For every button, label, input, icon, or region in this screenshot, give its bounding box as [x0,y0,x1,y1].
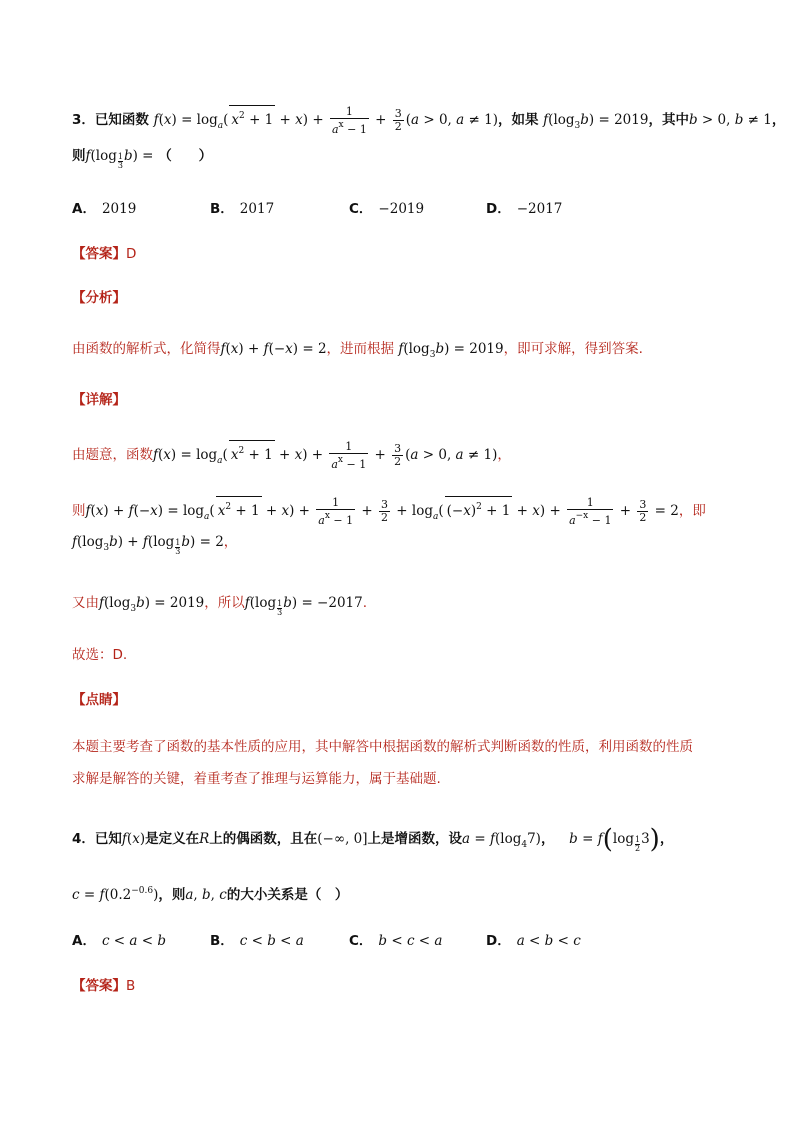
q3-analysis-tag: 【分析】 [72,290,126,306]
q3-detail-line4: 又由$f(\log_3b) = 2019$，所以f(log $\frac{1}{3}$ b) = −2017. [72,595,368,617]
q3-detail-line2: 则$f(x) + f(-x) = \log_a$( $x^2 + 1 + x$) + $\frac{1}{a^x - 1}$ + $\frac{3}{2}$ + $\log_a$( $(-x)^2 + 1 + x$) + $\frac{1}{a^{-x} - 1}$ + $\frac{3}{2}$ = 2，即 [72,495,706,527]
q3-comment-line1: 本题主要考查了函数的基本性质的应用，其中解答中根据函数的解析式判断函数的性质，利用函数的性质 [72,739,693,755]
q3-detail-line3: $f(\log_3b) + f(\log$ $\frac{1}{3}$ b) = 2， [72,534,238,556]
q3-stem-line1: 3．已知函数 $f(x) = \log_a$( $x^2 + 1 + x$) + $\frac{1}{a^x - 1}$ + $\frac{3}{2}$ (a > 0, a ≠ 1)，如果 $f(\log_3b) = 2019$，其中b > 0, b ≠ 1， [72,104,786,136]
q3-option-d[interactable]: D． −2017 [486,201,563,217]
q3-option-b[interactable]: B． 2017 [210,201,275,217]
q3-function-formula: f [153,112,159,128]
q4-option-c[interactable]: C． b < c < a [349,933,443,949]
q3-ask-expression: f(log $\frac{1}{3}$ b) = [85,148,154,170]
q4-answer-value: B [126,978,136,994]
q3-answer-value: D [126,246,137,262]
q3-answer-tag: 【答案】 [72,246,126,262]
q4-option-d[interactable]: D． a < b < c [486,933,581,949]
q3-option-c[interactable]: C． −2019 [349,201,425,217]
q4-option-a[interactable]: A． c < a < b [72,933,166,949]
q3-ask-prefix: 则 [72,148,86,164]
q4-stem-line2: $c = f(0.2^{-0.6})$，则a, b, c的大小关系是（ ） [72,886,349,903]
q4-answer-row [72,976,135,996]
q4-option-b[interactable]: B． c < b < a [210,933,304,949]
q3-stem-line2 [72,146,212,170]
q3-option-a[interactable]: A． 2019 [72,201,137,217]
q3-analysis-text: 由函数的解析式，化简得f(x) + f(−x) = 2，进而根据 $f(\log_3b) = 2019$，即可求解，得到答案. [72,341,643,360]
q4-answer-tag: 【答案】 [72,978,126,994]
q3-detail-tag: 【详解】 [72,392,126,408]
q4-number: 4． [72,831,95,847]
q3-paren: （ ） [158,148,213,164]
q3-condition: $f(\log_3b) = 2019$ [543,112,649,131]
q3-stem-if: ，如果 [497,112,539,128]
q4-stem-line1: 4．已知f(x)是定义在R上的偶函数，且在(−∞, 0]上是增函数，设$a = f(\log_47)$， b = f(log $\frac{1}{2}$ 3)， [72,824,674,855]
q3-answer-row [72,244,136,264]
q3-detail-line1: 由题意，函数$f(x) = \log_a$( $x^2 + 1 + x$) + $\frac{1}{a^x - 1}$ + $\frac{3}{2}$ (a > 0, a ≠ 1)， [72,439,511,471]
q3-number: 3． [72,112,95,128]
q3-comment-line2: 求解是解答的关键，着重考查了推理与运算能力，属于基础题. [72,771,441,787]
q3-stem-prefix: 已知函数 [94,112,149,128]
q3-comment-tag: 【点睛】 [72,692,126,708]
q3-stem-where: ，其中 [648,112,689,128]
q3-choose: 故选：D. [72,647,128,663]
